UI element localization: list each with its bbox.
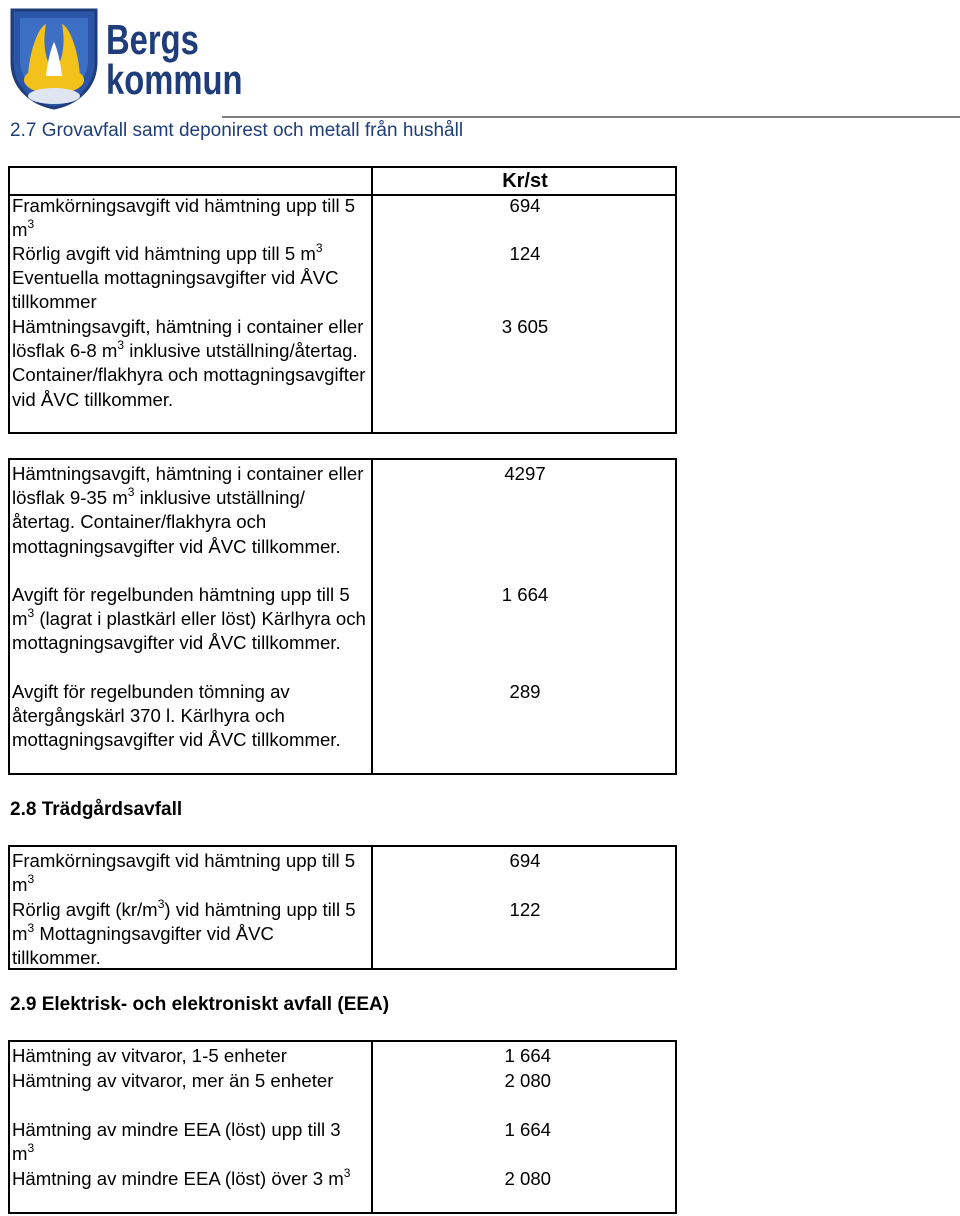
bergs-kommun-crest-icon xyxy=(6,6,102,110)
logo-wordmark xyxy=(106,16,243,103)
table-row-desc: Avgift för regelbunden hämtning upp till 5 $m^3$ (lagrat i plastkärl eller löst) Kärlhyra och mottagningsavgifter vid ÅVC tillkommer. xyxy=(12,584,366,654)
table-row-desc: Avgift för regelbunden tömning av återgångskärl 370 l. Kärlhyra och mottagningsavgifter vid ÅVC tillkommer. xyxy=(12,681,341,751)
table-row-desc: Hämtning av mindre EEA (löst) upp till 3 $m^3$ xyxy=(12,1119,341,1165)
table-row-desc: Rörlig avgift $(kr/m^3)$ vid hämtning upp till 5 $m^3$ Mottagningsavgifter vid ÅVC tillkommer. xyxy=(12,897,356,969)
garden-fee-table xyxy=(8,845,677,970)
table-row-value: 1 664 xyxy=(501,584,549,605)
table-row-desc: Hämtningsavgift, hämtning i container eller lösflak 9-35 $m^3$ inklusive utställning/återtag. Container/flakhyra och mottagningsavgifter vid ÅVC tillkommer. xyxy=(12,463,364,557)
table-row-value: 289 xyxy=(509,681,541,702)
table-row-value: 2 080 xyxy=(504,1168,551,1189)
section-title-2-9: 2.9 Elektrisk- och elektroniskt avfall (EEA) xyxy=(10,994,390,1015)
column-header-kr-st: Kr/st xyxy=(502,170,548,192)
eea-fee-table xyxy=(8,1040,677,1214)
column-divider xyxy=(371,460,373,773)
logo-line-1: Bergs xyxy=(106,16,199,63)
table-row-value: 3 605 xyxy=(501,316,549,337)
table-row-value: 1 664 xyxy=(504,1119,551,1140)
section-title-2-7: 2.7 Grovavfall samt deponirest och metall från hushåll xyxy=(10,120,464,141)
table-row-value: 124 xyxy=(509,243,541,264)
table-row-desc: Rörlig avgift vid hämtning upp till 5 $m^3$ Eventuella mottagningsavgifter vid ÅVC tillkommer xyxy=(12,241,339,313)
table-row-value: 694 xyxy=(509,850,541,871)
table-row-value: 4297 xyxy=(504,463,546,484)
table-row-desc: Hämtning av vitvaror, 1-5 enheter xyxy=(12,1045,287,1066)
bergs-kommun-logo xyxy=(6,6,243,112)
table-row-desc: Hämtningsavgift, hämtning i container eller lösflak 6-8 $m^3$ inklusive utställning/återtag. Container/flakhyra och mottagningsavgifter vid ÅVC tillkommer. xyxy=(12,316,366,410)
table-row-desc: Framkörningsavgift vid hämtning upp till 5 $m^3$ xyxy=(12,195,356,241)
fee-table-1 xyxy=(8,166,677,434)
table-row-value: 694 xyxy=(509,195,541,216)
table-row-value: 122 xyxy=(509,899,541,920)
section-title-2-8: 2.8 Trädgårdsavfall xyxy=(10,799,183,820)
table-row-desc: Hämtning av vitvaror, mer än 5 enheter xyxy=(12,1070,334,1091)
table-row-value: 1 664 xyxy=(504,1045,551,1066)
table-row-desc: Framkörningsavgift vid hämtning upp till 5 $m^3$ xyxy=(12,850,356,896)
logo-line-2: kommun xyxy=(106,56,243,103)
fee-table-2 xyxy=(8,458,677,775)
table-row-desc: Hämtning av mindre EEA (löst) över 3 $m^3$ xyxy=(12,1166,351,1189)
table-row-value: 2 080 xyxy=(504,1070,551,1091)
